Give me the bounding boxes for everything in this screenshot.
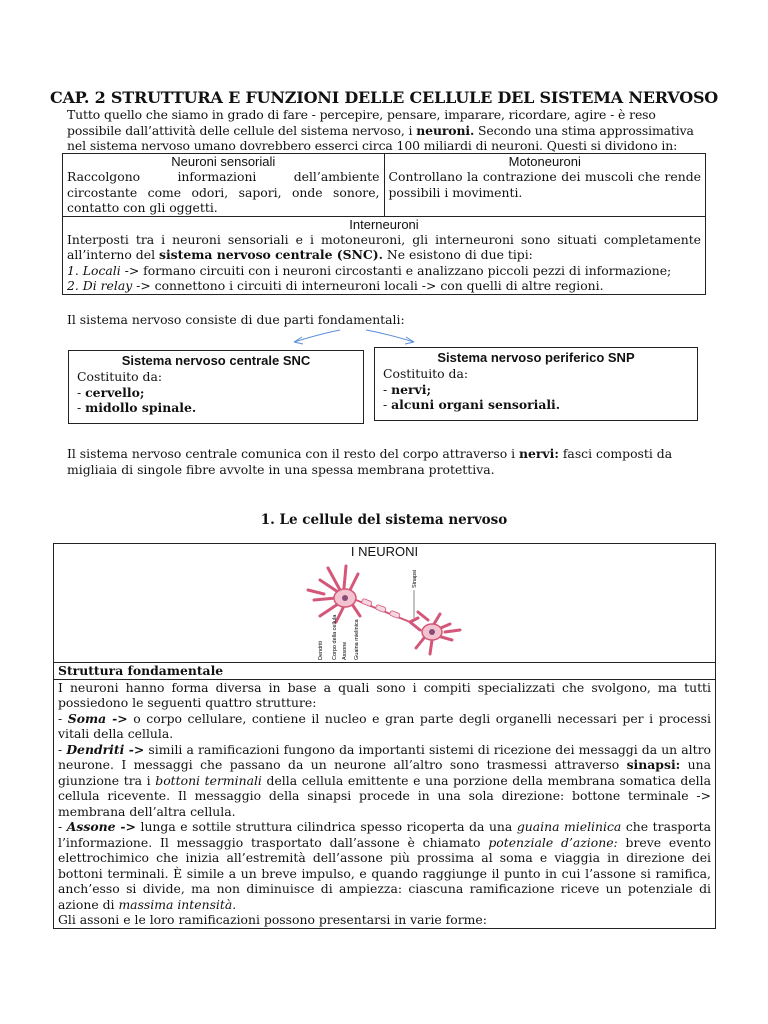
snc-subtitle: Costituito da: <box>77 369 163 384</box>
nervi-text-1: Il sistema nervoso centrale comunica con il resto del corpo attraverso i <box>67 446 519 461</box>
snc-item-1: - cervello; <box>77 384 145 400</box>
motor-cell <box>384 154 706 217</box>
interneuron-local <box>67 263 701 279</box>
snc-box <box>68 350 364 424</box>
section-title: 1. Le cellule del sistema nervoso <box>260 512 508 528</box>
structure-intro: I neuroni hanno forma diversa in base a quali sono i compiti specializzati che svolgono, ma tutti possiedono le seguenti quattro strutture: <box>58 679 711 710</box>
neuron-2-icon <box>410 612 460 654</box>
sensory-cell <box>63 154 385 217</box>
dendrites-text-3: della cellula emittente e una porzione della membrana somatica della cellula ricevente. Il messaggio della sinapsi procede in una sola direzione: bottone terminale -> membrana dell’altra cellula. <box>58 772 711 819</box>
axon-paragraph: - Assone -> lunga e sottile struttura cilindrica spesso ricoperta da una guaina mielinica che trasporta l’informazione. Il messaggio trasportato dall’assone è chiamato potenziale d’azione: breve evento elettrochimico che inizia all’estremità dell’assone più prossima al soma e viaggia in direzione dei bottoni terminali. È simile a un breve impulso, e quando raggiunge il punto in cui l’assone si ramifica, anch’esso si divide, ma non diminuisce di ampiezza: ciascuna ramificazione riceve un potenziale di azione di massima intensità. <box>58 819 711 912</box>
axon-italic-3: massima intensità. <box>118 896 237 912</box>
nervi-bold: nervi: <box>519 446 559 461</box>
motor-body: Controllano la contrazione dei muscoli che rende possibili i movimenti. <box>388 169 701 200</box>
snp-subtitle: Costituito da: <box>383 366 469 381</box>
snp-item-2-text: alcuni organi sensoriali. <box>391 397 561 412</box>
snp-item-1-text: nervi; <box>391 381 432 397</box>
last-paragraph: Gli assoni e le loro ramificazioni possono presentarsi in varie forme: <box>58 912 487 927</box>
sensory-heading: Neuroni sensoriali <box>171 154 276 169</box>
arrow-left-icon <box>294 330 340 344</box>
axon-text-1: lunga e sottile struttura cilindrica spesso ricoperta da una <box>135 819 517 834</box>
nervi-text-2: fasci composti da migliaia di singole fibre avvolte in una spessa membrana protettiva. <box>67 446 673 477</box>
nervi-paragraph <box>67 446 707 477</box>
neuron-types-table <box>62 153 706 295</box>
structure-body <box>54 679 716 928</box>
intro-paragraph <box>67 107 703 154</box>
relay-label: 2. Di relay <box>67 278 133 293</box>
intro-text-2: Secondo una stima approssimativa nel sistema nervoso umano dovrebbero esserci circa 100 miliardi di neuroni. Questi si dividono in: <box>67 122 694 153</box>
snp-heading: Sistema nervoso periferico SNP <box>437 350 635 365</box>
page-title: CAP. 2 STRUTTURA E FUNZIONI DELLE CELLULE DEL SISTEMA NERVOSO <box>49 88 719 107</box>
snc-item-2-text: midollo spinale. <box>85 400 197 415</box>
intro-bold-neuroni: neuroni. <box>416 122 475 138</box>
axon-italic-2: potenziale d’azione: <box>488 834 618 850</box>
interneuron-cell <box>63 216 706 294</box>
soma-text: o corpo cellulare, contiene il nucleo e gran parte degli organelli necessari per i processi vitali della cellula. <box>58 710 711 741</box>
interneuron-body <box>67 232 701 263</box>
motor-heading: Motoneuroni <box>508 154 581 169</box>
snc-item-2: - midollo spinale. <box>77 400 197 415</box>
snc-item-1-text: cervello; <box>85 384 145 400</box>
label-sinapsi: Sinapsi <box>412 569 418 588</box>
relay-text: -> connettono i circuiti di interneuroni locali -> con quelli di altre regioni. <box>132 278 604 293</box>
dendrites-paragraph: - Dendriti -> simili a ramificazioni fungono da importanti sistemi di ricezione dei messaggi da un altro neurone. I messaggi che passano da un neurone all’altro sono trasmessi attraverso sinapsi: una giunzione tra i bottoni terminali della cellula emittente e una porzione della membrana somatica della cellula ricevente. Il messaggio della sinapsi procede in una sola direzione: bottone terminale -> membrana dell’altra cellula. <box>58 741 711 819</box>
arrow-right-icon <box>366 330 414 344</box>
axon-text-2: che trasporta l’informazione. Il messaggio trasportato dall’assone è chiamato <box>58 819 711 850</box>
neurons-heading: I NEURONI <box>350 544 419 559</box>
inter-text-2: Ne esistono di due tipi: <box>382 247 533 262</box>
soma-paragraph: - Soma -> o corpo cellulare, contiene il nucleo e gran parte degli organelli necessari per i processi vitali della cellula. <box>58 710 711 741</box>
axon-label: Assone -> <box>66 819 136 834</box>
inter-text-1: Interposti tra i neuroni sensoriali e i motoneuroni, gli interneuroni sono situati completamente all’interno del <box>67 231 701 262</box>
dendrites-text-1: simili a ramificazioni fungono da importanti sistemi di ricezione dei messaggi da un altro neurone. I messaggi che passano da un neurone all’altro sono trasmessi attraverso <box>58 741 711 772</box>
label-assone: Assone <box>342 641 348 660</box>
local-text: -> formano circuiti con i neuroni circostanti e analizzano piccoli pezzi di informazione; <box>120 262 672 278</box>
neuron-1-icon <box>308 566 360 622</box>
sensory-body: Raccolgono informazioni dell’ambiente circostante come odori, sapori, onde sonore, contatto con gli oggetti. <box>67 169 380 215</box>
system-intro: Il sistema nervoso consiste di due parti fondamentali: <box>67 312 405 327</box>
label-dendriti: Dendriti <box>318 641 324 660</box>
neuron-diagram <box>300 560 480 662</box>
label-guaina: Guaina mielinica <box>354 619 360 660</box>
dendrites-text-2: una giunzione tra i <box>58 757 711 788</box>
inter-bold-snc: sistema nervoso centrale (SNC). <box>158 247 383 262</box>
snc-heading: Sistema nervoso centrale SNC <box>121 353 311 368</box>
axon-italic-1: guaina mielinica <box>516 819 622 834</box>
label-corpo: Corpo della cellula <box>332 614 338 660</box>
neurons-figure-cell <box>54 544 716 663</box>
soma-label: Soma -> <box>67 710 128 726</box>
local-label: 1. Locali <box>67 262 121 278</box>
interneuron-heading: Interneuroni <box>349 216 419 232</box>
dendrites-italic: bottoni terminali <box>155 772 262 788</box>
dendrites-bold-sinapsi: sinapsi: <box>626 757 681 772</box>
snp-item-2: - alcuni organi sensoriali. <box>383 397 561 412</box>
axon-icon <box>356 598 410 622</box>
axon-text-3: breve evento elettrochimico che inizia all’estremità dell’assone più prossima al soma e viaggia in direzione dei bottoni terminali. È simile a un breve impulso, e quando raggiunge il punto in cui l’assone si ramifica, anch’esso si divide, ma non diminuisce di ampiezza: ciascuna ramificazione riceve un potenziale di azione di <box>58 834 711 912</box>
structure-heading: Struttura fondamentale <box>54 663 716 680</box>
interneuron-relay <box>67 278 701 294</box>
dendrites-label: Dendriti -> <box>66 741 145 757</box>
intro-text-1: Tutto quello che siamo in grado di fare - percepire, pensare, imparare, ricordare, agire - è reso possibile dall’attività delle cellule del sistema nervoso, i <box>67 107 656 138</box>
snp-item-1: - nervi; <box>383 381 432 397</box>
neurons-table <box>53 543 716 929</box>
snp-box <box>374 347 698 421</box>
